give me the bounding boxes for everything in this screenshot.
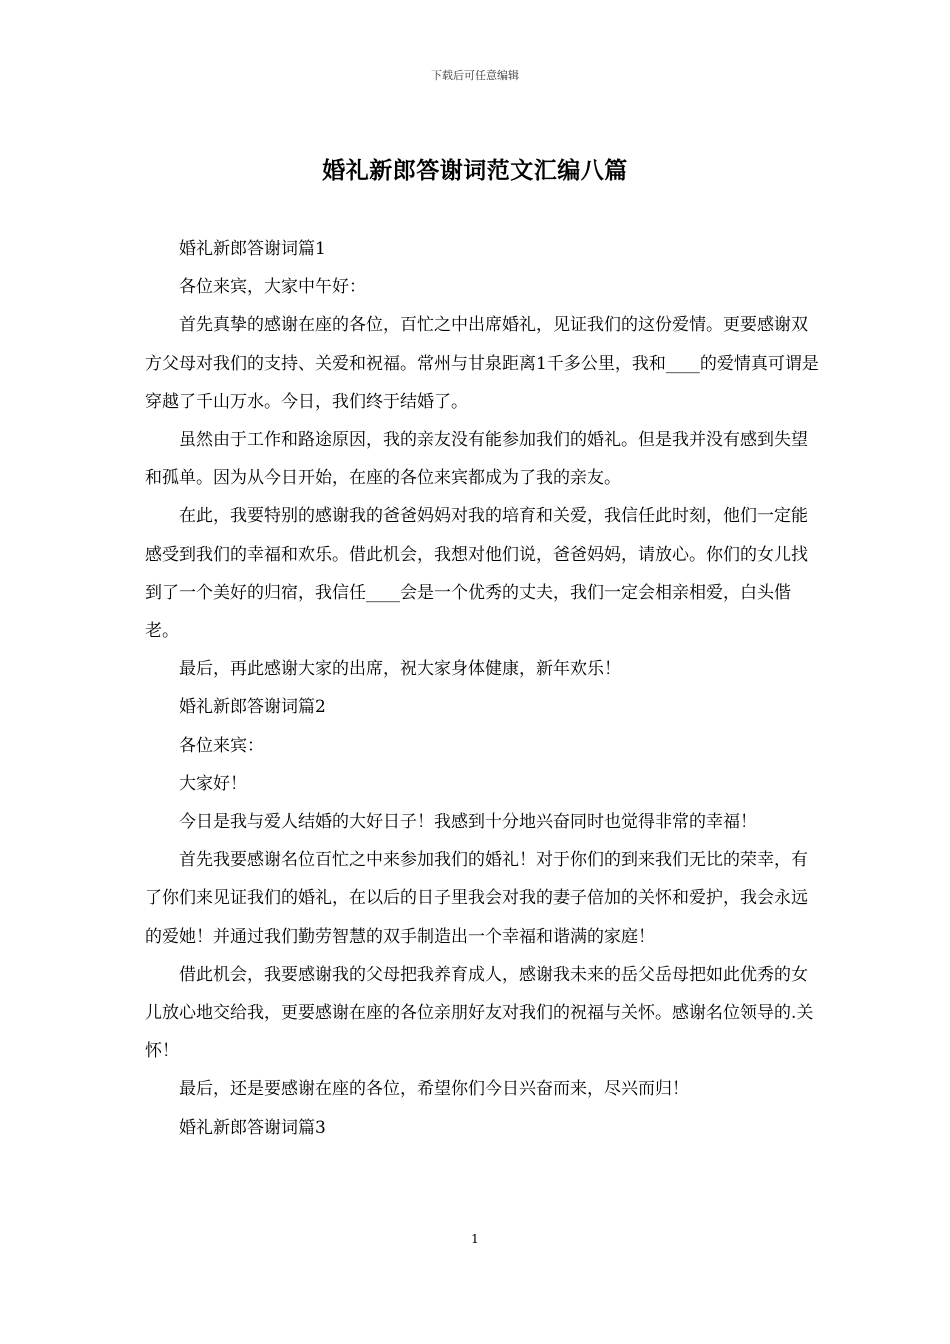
- paragraph: 最后，还是要感谢在座的各位，希望你们今日兴奋而来，尽兴而归！: [179, 1079, 689, 1100]
- document-title: 婚礼新郎答谢词范文汇编八篇: [322, 157, 628, 184]
- section-heading-3: 婚礼新郎答谢词篇3: [179, 1117, 326, 1138]
- paragraph: 各位来宾：: [179, 735, 264, 756]
- page-number: 1: [471, 1232, 479, 1246]
- document-body: [145, 230, 823, 1147]
- paragraph: 借此机会，我要感谢我的父母把我养育成人，感谢我未来的岳父岳母把如此优秀的女儿放心地交给我，更要感谢在座的各位亲朋好友对我们的祝福与关怀。感谢名位领导的.关怀！: [145, 964, 814, 1062]
- section-heading-2: 婚礼新郎答谢词篇2: [179, 697, 326, 718]
- paragraph: 大家好！: [179, 773, 247, 794]
- page-header-note: 下载后可任意编辑: [431, 69, 519, 82]
- paragraph: 虽然由于工作和路途原因，我的亲友没有能参加我们的婚礼。但是我并没有感到失望和孤单。因为从今日开始，在座的各位来宾都成为了我的亲友。: [145, 430, 808, 489]
- paragraph: 在此，我要特别的感谢我的爸爸妈妈对我的培育和关爱，我信任此时刻，他们一定能感受到我们的幸福和欢乐。借此机会，我想对他们说，爸爸妈妈，请放心。你们的女儿找到了一个美好的归宿，我信任____会是一个优秀的丈夫，我们一定会相亲相爱，白头偕老。: [145, 506, 808, 642]
- paragraph: 各位来宾，大家中午好：: [179, 277, 366, 298]
- paragraph: 今日是我与爱人结婚的大好日子！我感到十分地兴奋同时也觉得非常的幸福！: [179, 812, 757, 833]
- paragraph: 最后，再此感谢大家的出席，祝大家身体健康，新年欢乐！: [179, 659, 621, 680]
- section-heading-1: 婚礼新郎答谢词篇1: [179, 239, 326, 259]
- paragraph: 首先我要感谢名位百忙之中来参加我们的婚礼！对于你们的到来我们无比的荣幸，有了你们来见证我们的婚礼，在以后的日子里我会对我的妻子倍加的关怀和爱护，我会永远的爱她！并通过我们勤劳智慧的双手制造出一个幸福和谐满的家庭！: [145, 850, 808, 947]
- paragraph: 首先真挚的感谢在座的各位，百忙之中出席婚礼，见证我们的这份爱情。更要感谢双方父母对我们的支持、关爱和祝福。常州与甘泉距离1千多公里，我和____的爱情真可谓是穿越了千山万水。今日，我们终于结婚了。: [145, 315, 819, 412]
